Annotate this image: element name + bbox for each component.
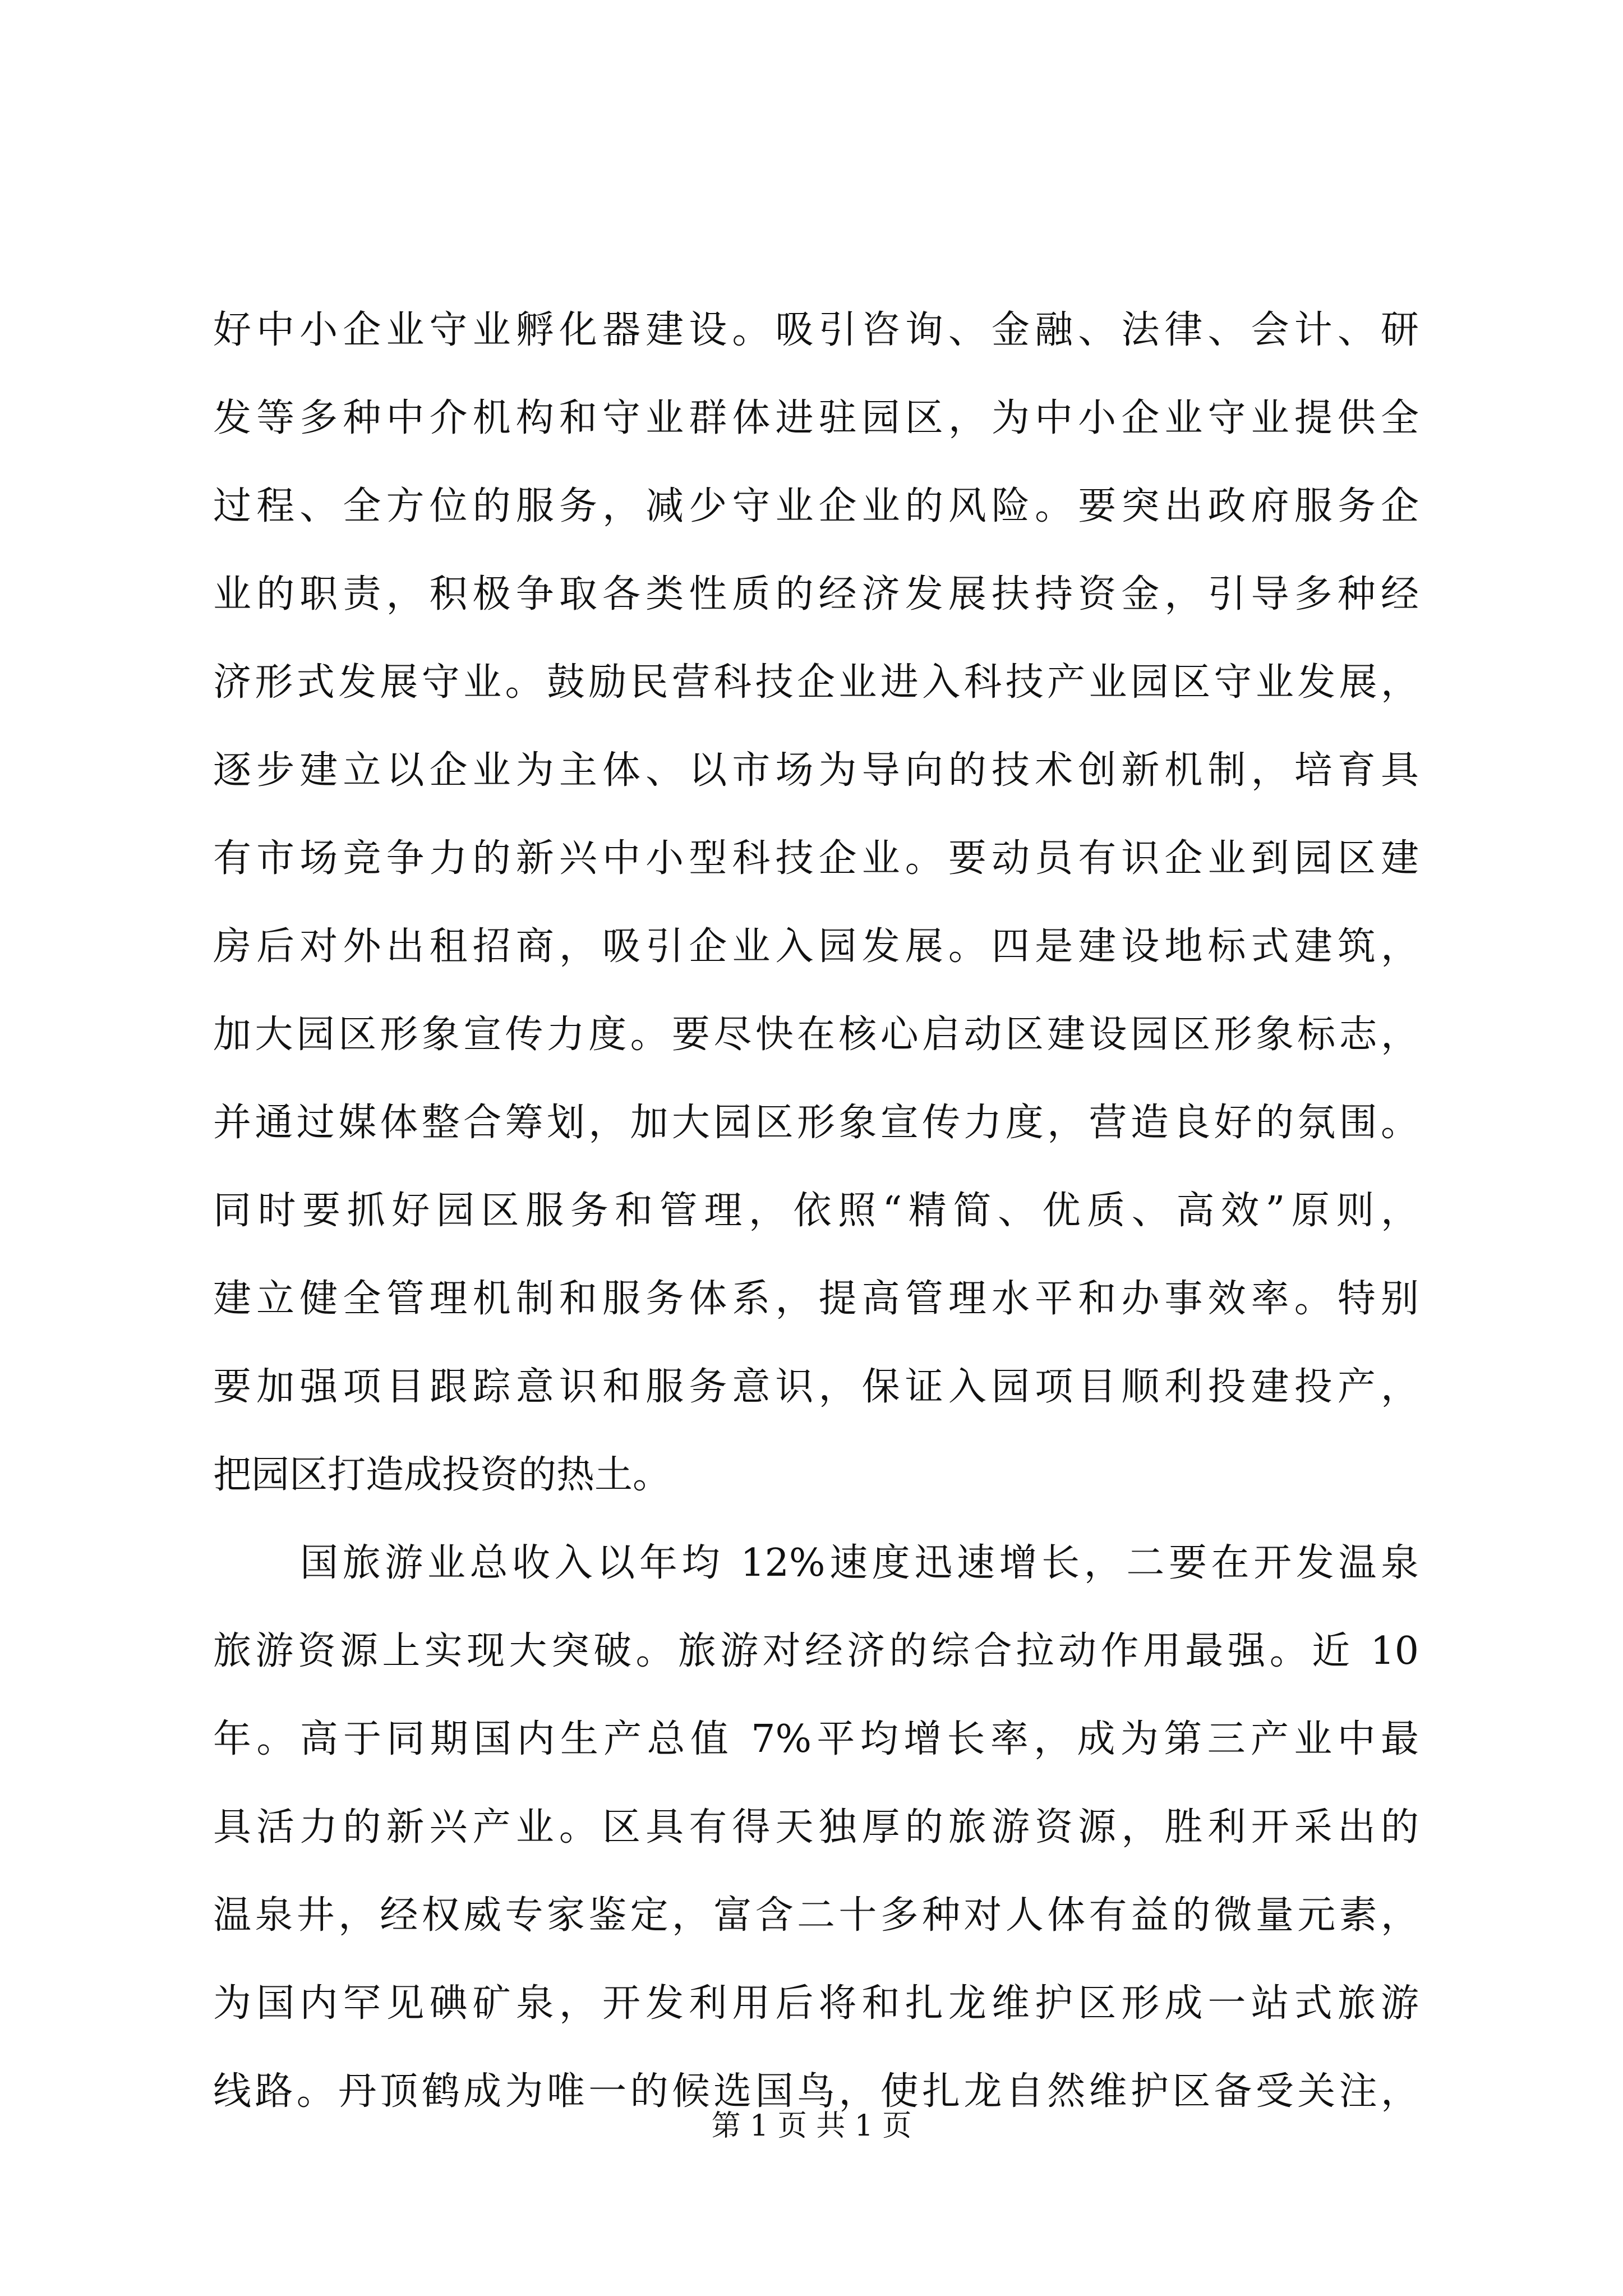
body-text [213, 286, 1419, 2136]
text-line: 为国内罕见碘矿泉，开发利用后将和扎龙维护区形成一站式旅游 [213, 1981, 1419, 2026]
text-line: 发等多种中介机构和守业群体进驻园区，为中小企业守业提供全 [213, 396, 1419, 440]
text-line: 国旅游业总收入以年均 12%速度迅速增长，二要在开发温泉 [300, 1541, 1419, 1585]
text-line: 有市场竞争力的新兴中小型科技企业。要动员有识企业到园区建 [213, 836, 1419, 881]
text-line: 建立健全管理机制和服务体系，提高管理水平和办事效率。特别 [213, 1277, 1419, 1321]
text-line: 温泉井，经权威专家鉴定，富含二十多种对人体有益的微量元素， [213, 1893, 1419, 1938]
text-line: 加大园区形象宣传力度。要尽快在核心启动区建设园区形象标志， [213, 1013, 1419, 1057]
text-line: 具活力的新兴产业。区具有得天独厚的旅游资源，胜利开采出的 [213, 1805, 1419, 1849]
text-line: 好中小企业守业孵化器建设。吸引咨询、金融、法律、会计、研 [213, 308, 1419, 352]
text-line: 逐步建立以企业为主体、以市场为导向的技术创新机制，培育具 [213, 748, 1419, 793]
text-line: 要加强项目跟踪意识和服务意识，保证入园项目顺利投建投产， [213, 1365, 1419, 1409]
text-line: 把园区打造成投资的热土。 [213, 1453, 671, 1497]
text-line: 过程、全方位的服务，减少守业企业的风险。要突出政府服务企 [213, 484, 1419, 528]
text-line: 业的职责，积极争取各类性质的经济发展扶持资金，引导多种经 [213, 572, 1419, 616]
text-line: 济形式发展守业。鼓励民营科技企业进入科技产业园区守业发展， [213, 660, 1419, 705]
text-line: 房后对外出租招商，吸引企业入园发展。四是建设地标式建筑， [213, 924, 1419, 969]
page-number-footer: 第 1 页 共 1 页 [711, 2109, 912, 2143]
text-line: 旅游资源上实现大突破。旅游对经济的综合拉动作用最强。近 10 [213, 1629, 1419, 1673]
text-line: 年。高于同期国内生产总值 7%平均增长率，成为第三产业中最 [213, 1717, 1419, 1761]
text-line: 并通过媒体整合筹划，加大园区形象宣传力度，营造良好的氛围。 [213, 1101, 1419, 1145]
text-line: 同时要抓好园区服务和管理，依照“精简、优质、高效”原则， [213, 1189, 1419, 1233]
text-line: 线路。丹顶鹤成为唯一的候选国鸟，使扎龙自然维护区备受关注， [213, 2069, 1419, 2114]
